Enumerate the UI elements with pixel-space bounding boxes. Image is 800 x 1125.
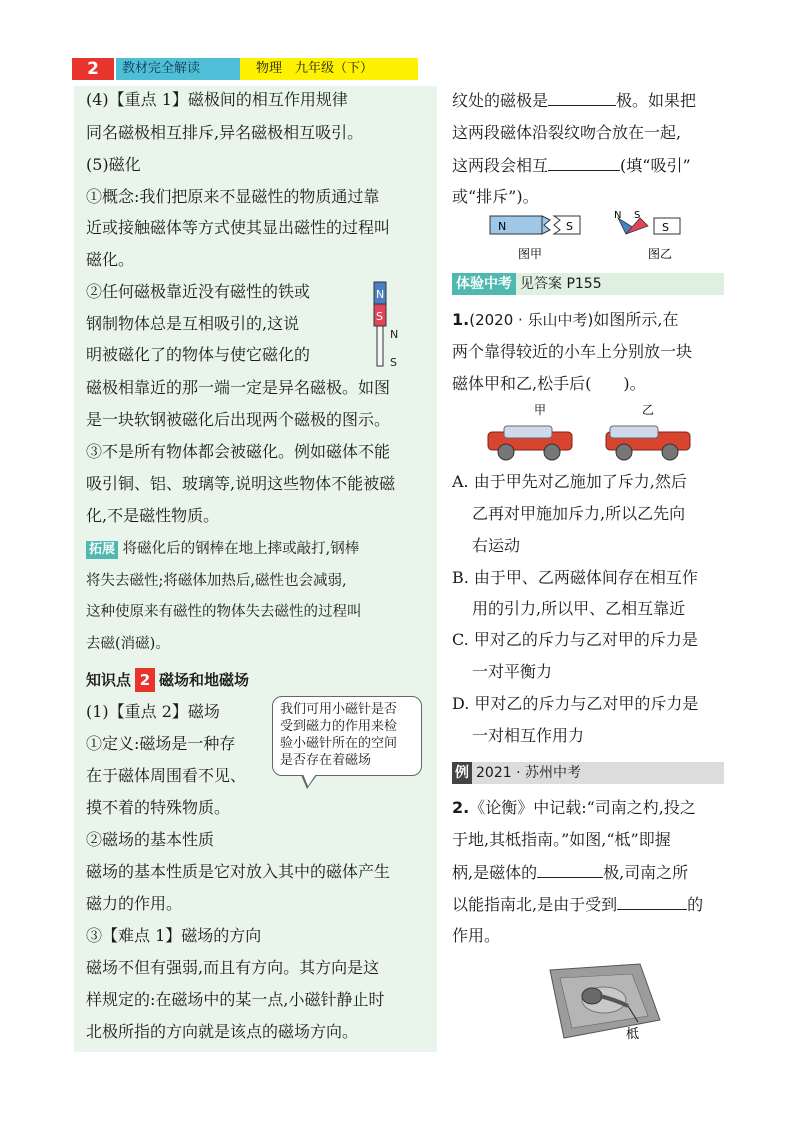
book-title: 教材完全解读	[116, 58, 240, 80]
text-line: 作用。	[452, 926, 501, 945]
answer-blank[interactable]	[537, 860, 603, 878]
text-line: 吸引铜、铝、玻璃等,说明这些物体不能被磁	[86, 474, 396, 493]
text-line: 近或接触磁体等方式使其显出磁性的过程叫	[86, 218, 391, 237]
option-line: A. 由于甲先对乙施加了斥力,然后	[452, 472, 687, 491]
car-wheel	[662, 444, 678, 460]
knowledge-point-label: 知识点	[86, 671, 132, 689]
text-fragment: 的	[687, 895, 704, 914]
knowledge-point-title: 磁场和地磁场	[159, 671, 250, 689]
text-line: (5)磁化	[86, 155, 141, 174]
text-line: ②任何磁极靠近没有磁性的铁或	[86, 282, 311, 301]
section-text: 2021 · 苏州中考	[476, 765, 581, 781]
section-tag: 例	[452, 762, 472, 784]
extension-line: 这种使原来有磁性的物体失去磁性的过程叫	[86, 604, 362, 620]
text-line: 磁体甲和乙,松手后( )。	[452, 374, 646, 393]
section-tag: 体验中考	[452, 273, 516, 295]
text-line: 于地,其柢指南。”如图,“柢”即握	[452, 830, 671, 849]
car-wheel	[544, 444, 560, 460]
text-line: 两个靠得较近的小车上分别放一块	[452, 342, 693, 361]
text-line: ③【难点 1】磁场的方向	[86, 926, 262, 945]
text-fragment: 这两段会相互	[452, 156, 549, 175]
text-line: 明被磁化了的物体与使它磁化的	[86, 345, 311, 364]
car-wheel	[616, 444, 632, 460]
text-line: ①概念:我们把原来不显磁性的物质通过靠	[86, 187, 380, 206]
option-line: B. 由于甲、乙两磁体间存在相互作	[452, 568, 698, 587]
fig-label: S	[566, 220, 573, 233]
text-line: 磁化。	[86, 250, 135, 269]
text-fragment: 极。如果把	[616, 91, 697, 110]
option-line: 一对平衡力	[472, 662, 553, 681]
section-bar-exam	[452, 273, 724, 295]
extension-line	[86, 537, 359, 561]
knowledge-point-number: 2	[135, 668, 155, 692]
fig-label: N	[498, 220, 507, 233]
section-text: 见答案 P155	[520, 276, 602, 292]
text-line: 北极所指的方向就是该点的磁场方向。	[86, 1022, 359, 1041]
car-label: 乙	[642, 403, 655, 417]
question-1-line	[452, 308, 679, 332]
magnet-label: S	[390, 356, 397, 369]
extension-text: 将磁化后的钢棒在地上摔或敲打,钢棒	[122, 541, 360, 557]
text-line: 磁极相靠近的那一端一定是异名磁极。如图	[86, 378, 391, 397]
question-number: 2.	[452, 798, 470, 817]
sinan-figure	[520, 960, 680, 1050]
text-line: 在于磁体周围看不见、	[86, 766, 247, 785]
bubble-line: 我们可用小磁针是否	[280, 702, 398, 717]
text-line: 这两段磁体沿裂纹吻合放在一起,	[452, 123, 682, 142]
note-bubble	[272, 696, 422, 776]
broken-magnet-figures	[488, 210, 688, 270]
question-number: 1.	[452, 310, 470, 329]
knowledge-point-heading	[86, 668, 249, 692]
answer-blank[interactable]	[548, 88, 616, 106]
page-header	[72, 58, 374, 80]
text-line	[452, 892, 703, 917]
bubble-line: 是否存在着磁场	[280, 753, 372, 768]
text-line: ③不是所有物体都会被磁化。例如磁体不能	[86, 442, 391, 461]
text-fragment: 如图所示,在	[593, 310, 679, 329]
option-line: 右运动	[472, 536, 521, 555]
cars-figure	[486, 402, 706, 466]
text-line: 化,不是磁性物质。	[86, 506, 220, 525]
text-line	[452, 153, 691, 178]
option-line: 乙再对甲施加斥力,所以乙先向	[472, 504, 686, 523]
sinan-label: 柢	[626, 1027, 640, 1042]
magnet-a	[504, 426, 552, 438]
car-wheel	[498, 444, 514, 460]
text-line: 磁场的基本性质是它对放入其中的磁体产生	[86, 862, 391, 881]
fig-caption: 图乙	[648, 247, 673, 261]
answer-blank[interactable]	[548, 153, 620, 171]
text-line: (4)【重点 1】磁极间的相互作用规律	[86, 90, 348, 109]
text-fragment: 极,司南之所	[603, 863, 689, 882]
option-line: 用的引力,所以甲、乙相互靠近	[472, 599, 686, 618]
magnet-b	[610, 426, 658, 438]
text-line: 摸不着的特殊物质。	[86, 798, 231, 817]
text-line: 磁力的作用。	[86, 894, 183, 913]
bubble-line: 受到磁力的作用来检	[280, 719, 398, 734]
soft-steel-rod	[377, 326, 383, 366]
text-line: 钢制物体总是互相吸引的,这说	[86, 314, 300, 333]
extension-tag: 拓展	[86, 541, 118, 559]
fig-label: N	[614, 210, 622, 221]
page-number: 2	[72, 58, 114, 80]
subject-label: 物理 九年级（下）	[240, 58, 418, 80]
text-fragment: 以能指南北,是由于受到	[452, 895, 618, 914]
sinan-spoon-bowl	[582, 988, 602, 1004]
text-line	[452, 860, 688, 885]
answer-blank[interactable]	[617, 892, 687, 910]
magnet-label: N	[390, 328, 399, 341]
question-2-line	[452, 796, 696, 820]
text-line	[452, 88, 696, 113]
text-fragment: 《论衡》中记载:“司南之杓,投之	[469, 798, 696, 817]
text-line: (1)【重点 2】磁场	[86, 702, 220, 721]
text-line: 同名磁极相互排斥,异名磁极相互吸引。	[86, 123, 364, 142]
extension-line: 去磁(消磁)。	[86, 636, 170, 652]
magnetized-steel-figure	[368, 280, 408, 372]
magnet-label: S	[376, 310, 383, 323]
text-line: ①定义:磁场是一种存	[86, 734, 236, 753]
fig-caption: 图甲	[518, 247, 543, 261]
car-label: 甲	[534, 403, 547, 417]
question-source: (2020 · 乐山中考)	[469, 311, 594, 329]
bubble-tail-fill	[303, 774, 316, 786]
text-line: 磁场不但有强弱,而且有方向。其方向是这	[86, 958, 380, 977]
text-line: 样规定的:在磁场中的某一点,小磁针静止时	[86, 990, 385, 1009]
bubble-line: 验小磁针所在的空间	[280, 736, 398, 751]
magnet-label: N	[376, 288, 385, 301]
option-line: C. 甲对乙的斥力与乙对甲的斥力是	[452, 630, 698, 649]
fig-a-crack	[542, 216, 550, 234]
option-line: D. 甲对乙的斥力与乙对甲的斥力是	[452, 694, 699, 713]
text-line: 是一块软钢被磁化后出现两个磁极的图示。	[86, 410, 391, 429]
section-bar-example	[452, 762, 724, 784]
text-fragment: 纹处的磁极是	[452, 91, 549, 110]
option-line: 一对相互作用力	[472, 726, 585, 745]
text-fragment: (填“吸引”	[620, 156, 691, 175]
fig-label: S	[634, 210, 641, 221]
extension-line: 将失去磁性;将磁体加热后,磁性也会减弱,	[86, 573, 347, 589]
text-line: ②磁场的基本性质	[86, 830, 215, 849]
text-line: 或“排斥”)。	[452, 187, 539, 206]
text-fragment: 柄,是磁体的	[452, 863, 538, 882]
fig-label: S	[662, 221, 669, 234]
